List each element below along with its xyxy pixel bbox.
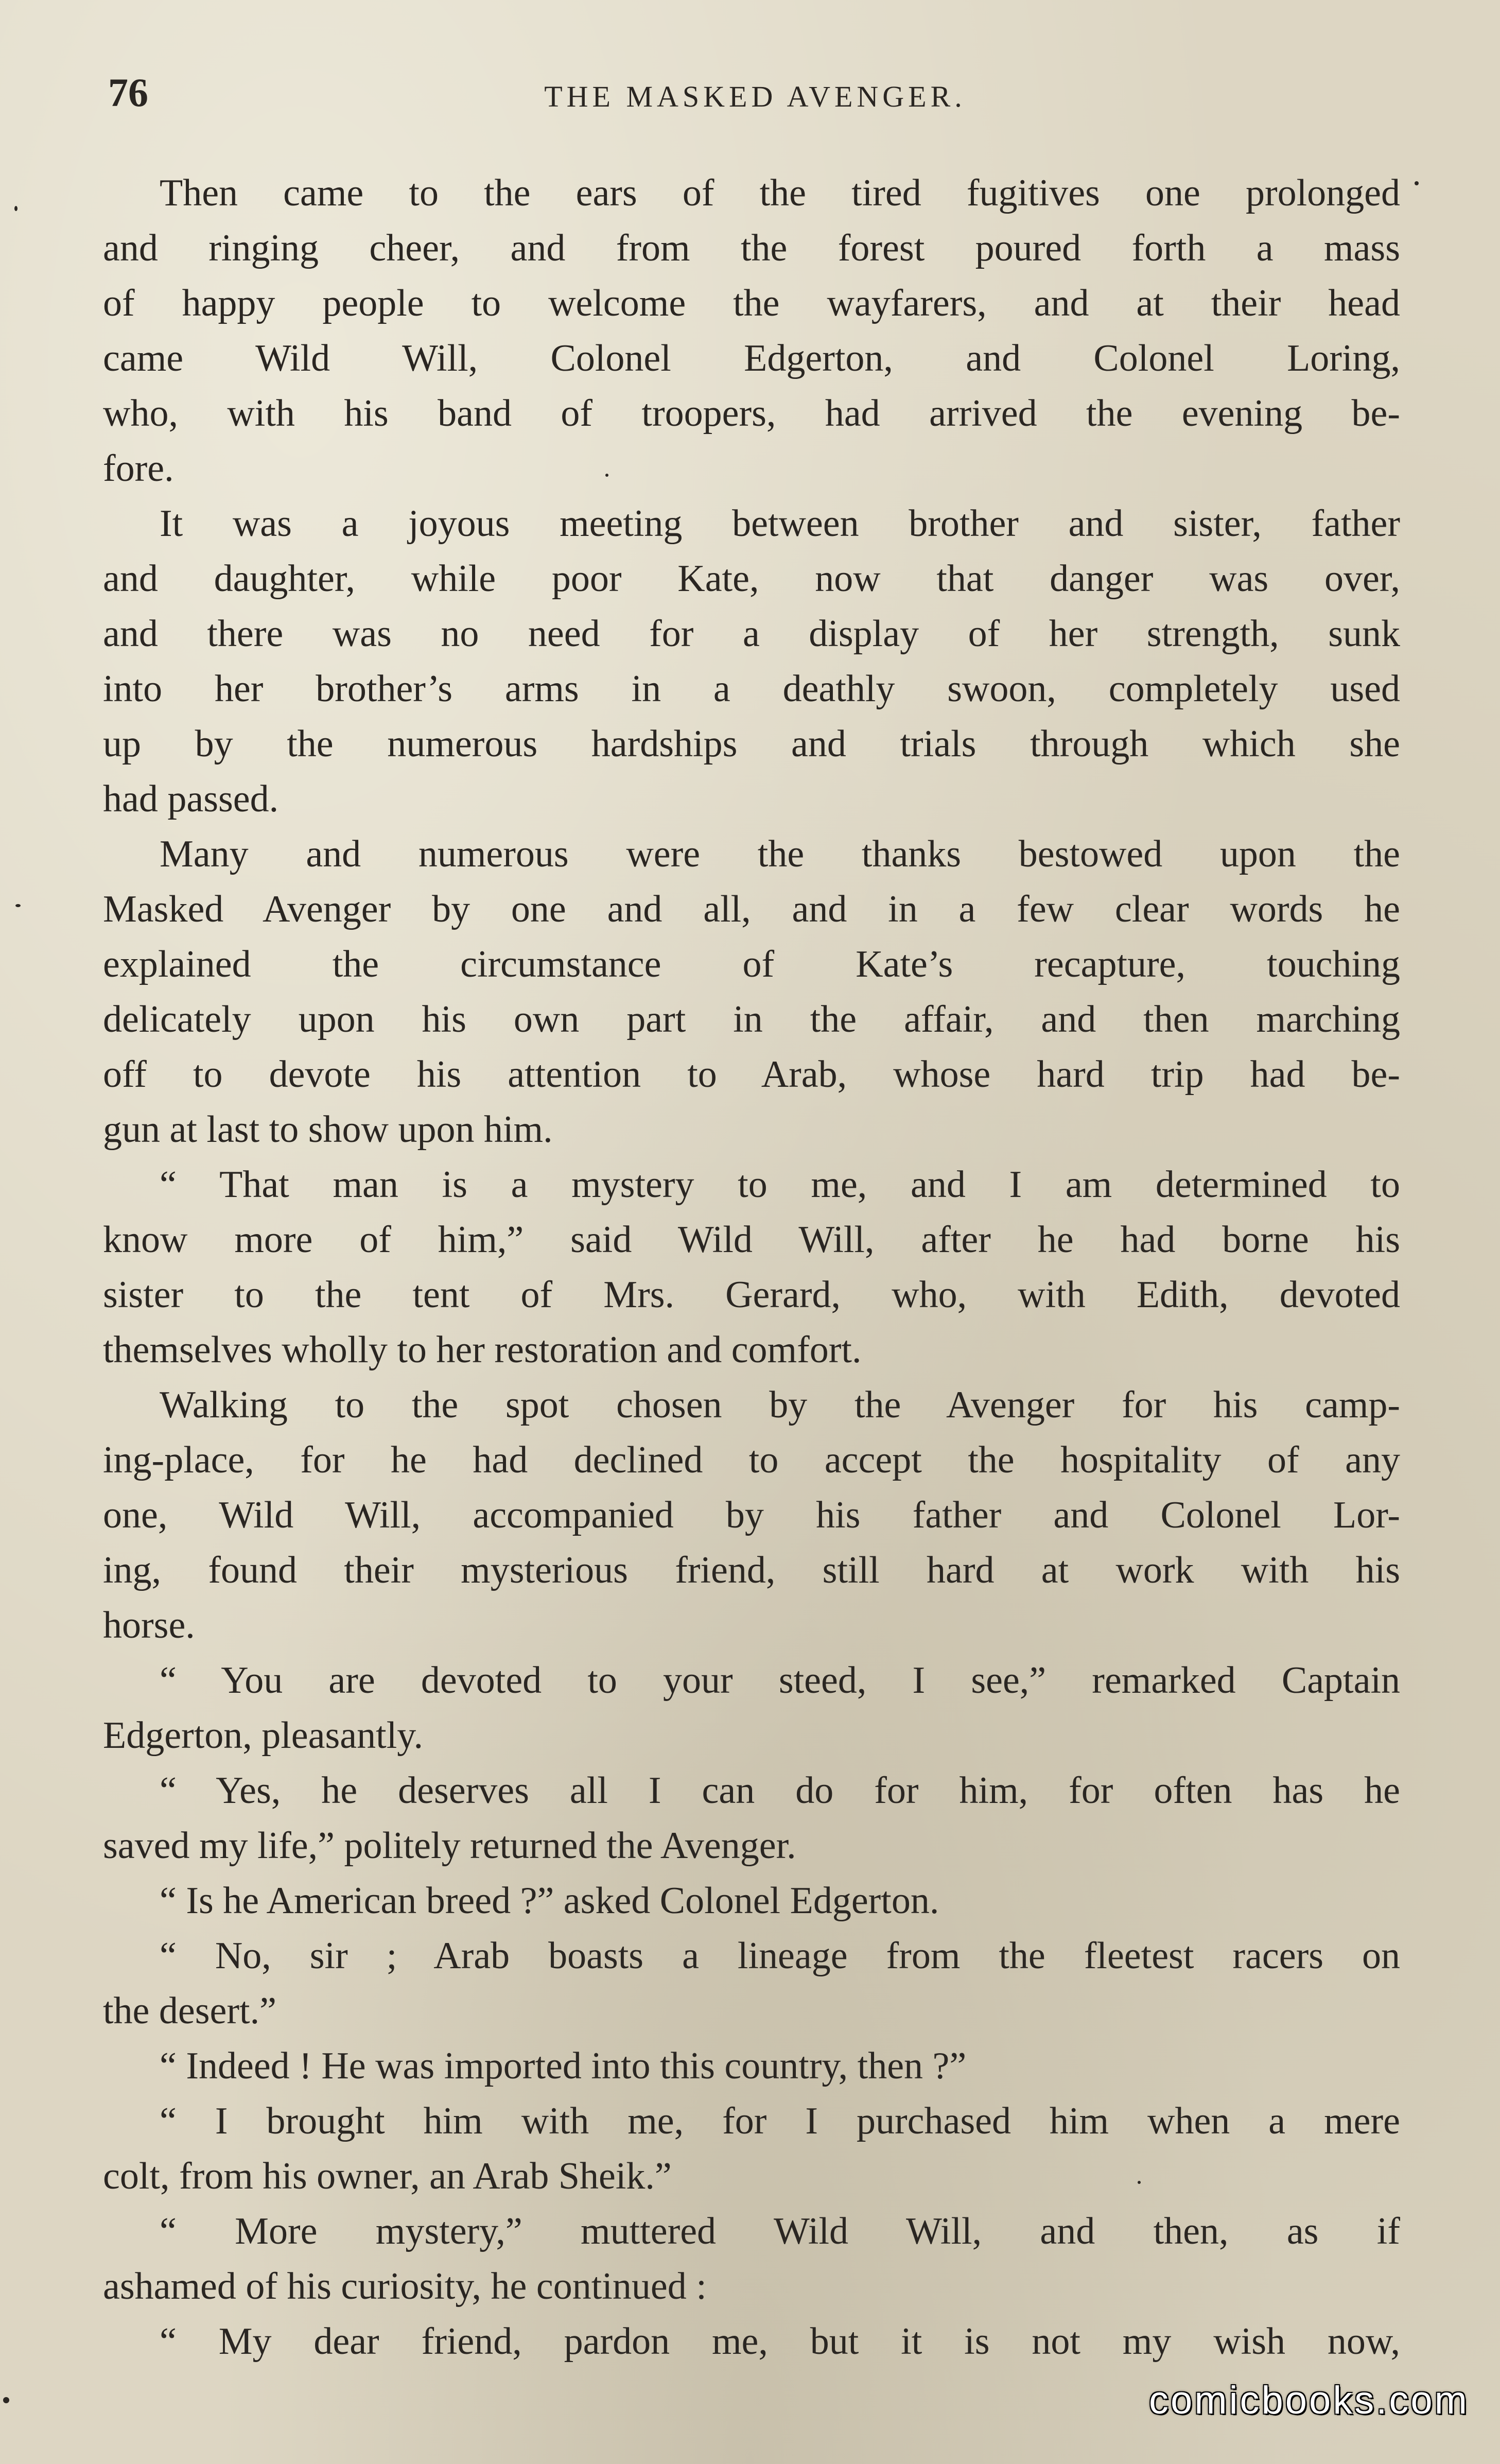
text-line: “ More mystery,” muttered Wild Will, and then, as if — [160, 2210, 1400, 2252]
text-line: It was a joyous meeting between brother and sister, father — [160, 502, 1400, 545]
text-line: Walking to the spot chosen by the Avenger for his camp- — [160, 1384, 1400, 1426]
text-line: came Wild Will, Colonel Edgerton, and Colonel Loring, — [103, 337, 1400, 379]
text-line: who, with his band of troopers, had arrived the evening be- — [103, 392, 1400, 435]
text-line: had passed. — [103, 778, 279, 820]
text-line: “ Indeed ! He was imported into this country, then ?” — [160, 2045, 967, 2087]
text-line: “ Is he American breed ?” asked Colonel Edgerton. — [160, 1880, 939, 1922]
text-line: ing-place, for he had declined to accept the hospitality of any — [103, 1439, 1400, 1481]
text-line: “ I brought him with me, for I purchased him when a mere — [160, 2100, 1400, 2142]
text-line: delicately upon his own part in the affair, and then marching — [103, 998, 1400, 1040]
body-text — [103, 166, 1400, 2369]
page-number: 76 — [108, 70, 148, 115]
text-line: the desert.” — [103, 1990, 276, 2032]
text-line: “ You are devoted to your steed, I see,” remarked Captain — [160, 1659, 1400, 1702]
text-line: Edgerton, pleasantly. — [103, 1714, 423, 1757]
ink-speck — [1138, 2181, 1141, 2184]
text-line: off to devote his attention to Arab, whose hard trip had be- — [103, 1053, 1400, 1096]
text-line: gun at last to show upon him. — [103, 1108, 553, 1151]
text-line: “ Yes, he deserves all I can do for him, for often has he — [160, 1769, 1400, 1812]
text-line: know more of him,” said Wild Will, after he had borne his — [103, 1219, 1400, 1261]
text-line: and there was no need for a display of her strength, sunk — [103, 613, 1400, 655]
running-head — [108, 67, 1402, 118]
text-line: explained the circumstance of Kate’s recapture, touching — [103, 943, 1400, 985]
text-line: Masked Avenger by one and all, and in a few clear words he — [103, 888, 1400, 930]
text-line: ing, found their mysterious friend, still hard at work with his — [103, 1549, 1400, 1591]
text-line: horse. — [103, 1604, 195, 1646]
running-title: THE MASKED AVENGER. — [544, 80, 966, 113]
watermark: comicbooks.com — [1149, 2379, 1469, 2422]
text-line: “ That man is a mystery to me, and I am determined to — [160, 1164, 1400, 1206]
text-line: and ringing cheer, and from the forest poured forth a mass — [103, 227, 1400, 269]
text-line: into her brother’s arms in a deathly swoon, completely used — [103, 668, 1400, 710]
text-line: “ No, sir ; Arab boasts a lineage from the fleetest racers on — [160, 1935, 1400, 1977]
text-line: saved my life,” politely returned the Avenger. — [103, 1825, 796, 1867]
text-line: themselves wholly to her restoration and comfort. — [103, 1329, 862, 1371]
text-line: fore. — [103, 447, 174, 490]
text-line: one, Wild Will, accompanied by his father and Colonel Lor- — [103, 1494, 1400, 1536]
ink-speck — [15, 904, 21, 907]
ink-speck — [3, 2397, 9, 2403]
text-line: up by the numerous hardships and trials through which she — [103, 723, 1400, 765]
ink-speck — [605, 474, 608, 477]
text-line: “ My dear friend, pardon me, but it is not my wish now, — [160, 2320, 1400, 2363]
text-line: of happy people to welcome the wayfarers, and at their head — [103, 282, 1400, 324]
text-line: Then came to the ears of the tired fugitives one prolonged — [160, 172, 1400, 214]
ink-speck — [14, 206, 18, 211]
ink-speck — [1415, 181, 1419, 185]
text-line: colt, from his owner, an Arab Sheik.” — [103, 2155, 672, 2197]
text-line: and daughter, while poor Kate, now that danger was over, — [103, 558, 1400, 600]
text-line: Many and numerous were the thanks bestowed upon the — [160, 833, 1400, 875]
text-line: ashamed of his curiosity, he continued : — [103, 2265, 707, 2307]
text-line: sister to the tent of Mrs. Gerard, who, with Edith, devoted — [103, 1274, 1400, 1316]
